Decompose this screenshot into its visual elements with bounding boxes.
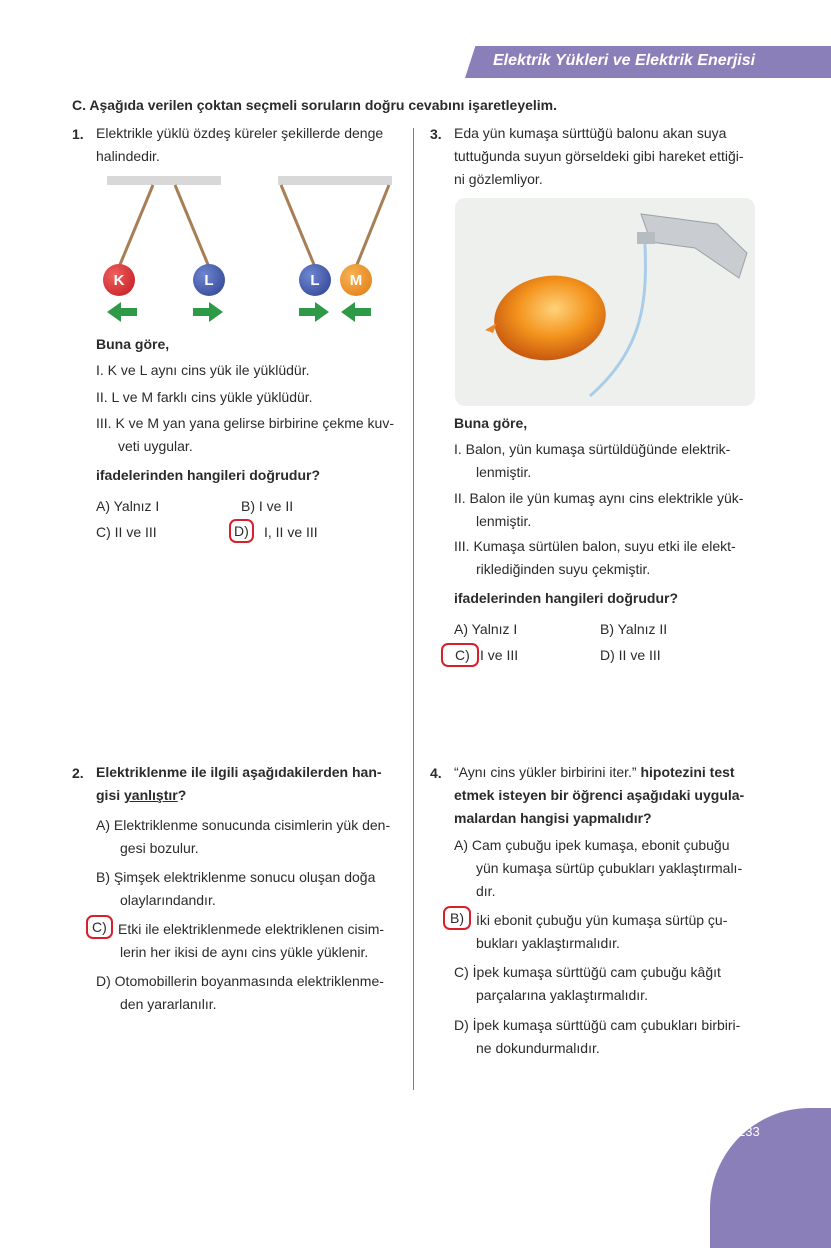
q4-option-a-cont: yün kumaşa sürtüp çubukları yaklaştırmalı- xyxy=(476,860,743,876)
page-number-tab xyxy=(710,1108,831,1248)
q1-support-right xyxy=(278,176,392,185)
q2-option-c-cont: lerin her ikisi de aynı cins yükle yüklenir. xyxy=(120,944,369,960)
q2-option-c-marked[interactable]: C) xyxy=(86,915,113,939)
q3-intro: Buna göre, xyxy=(454,415,528,431)
q3-statement-3: III. Kumaşa sürtülen balon, suyu etki ile elekt- xyxy=(454,538,736,554)
q3-statement-1: I. Balon, yün kumaşa sürtüldüğünde elektrik- xyxy=(454,441,731,457)
section-title: C. Aşağıda verilen çoktan seçmeli soruların doğru cevabını işaretleyelim. xyxy=(72,97,558,113)
q3-statement-2: II. Balon ile yün kumaş aynı cins elektrikle yük- xyxy=(454,490,744,506)
arrow-right-icon xyxy=(299,302,329,322)
q1-option-d-text: I, II ve III xyxy=(264,524,318,540)
q4-option-b-cont: bukları yaklaştırmalıdır. xyxy=(476,935,620,951)
q3-text-line1: Eda yün kumaşa sürttüğü balonu akan suya xyxy=(454,125,727,141)
ball-l-2: L xyxy=(299,264,331,296)
q1-string-k xyxy=(119,185,153,267)
header-title: Elektrik Yükleri ve Elektrik Enerjisi xyxy=(493,52,756,69)
q1-string-l2 xyxy=(281,185,315,267)
q1-text: Elektrikle yüklü özdeş küreler şekillerde denge halindedir. xyxy=(96,125,384,164)
q3-question: ifadelerinden hangileri doğrudur? xyxy=(454,590,679,606)
q1-statement-1: I. K ve L aynı cins yük ile yüklüdür. xyxy=(96,362,310,378)
q3-option-c-text: I ve III xyxy=(480,647,519,663)
q3-number: 3. xyxy=(430,126,442,142)
q2-question-mark: ? xyxy=(177,787,187,803)
q2-option-c-text: Etki ile elektriklenmede elektriklenen cisim- xyxy=(118,921,385,937)
q4-quote: “Aynı cins yükler birbirini iter.” xyxy=(454,764,641,780)
q3-statement-3-cont: riklediğinden suyu çekmiştir. xyxy=(476,561,651,577)
ball-k: K xyxy=(103,264,135,296)
q1-option-a[interactable]: A) Yalnız I xyxy=(96,498,160,514)
q3-text-line2: tuttuğunda suyun görseldeki gibi hareket ettiği- xyxy=(454,148,744,164)
q1-number: 1. xyxy=(72,126,84,142)
q4-option-a-cont2: dır. xyxy=(476,883,496,899)
q2-text-line1: Elektriklenme ile ilgili aşağıdakilerden han- xyxy=(96,764,382,780)
q2-option-a-cont: gesi bozulur. xyxy=(120,840,199,856)
q3-balloon-water-image xyxy=(455,198,755,406)
q4-option-d[interactable]: D) İpek kumaşa sürttüğü cam çubukları birbiri- xyxy=(454,1017,741,1033)
q4-text-line1-bold: hipotezini test xyxy=(640,764,735,780)
q4-number: 4. xyxy=(430,765,442,781)
arrow-left-icon xyxy=(341,302,371,322)
q3-statement-2-cont: lenmiştir. xyxy=(476,513,532,529)
q1-pendulum-figure xyxy=(95,172,405,327)
ball-m: M xyxy=(340,264,372,296)
q1-option-b[interactable]: B) I ve II xyxy=(241,498,294,514)
q1-statement-3-cont: veti uygular. xyxy=(118,438,193,454)
q3-statement-1-cont: lenmiştir. xyxy=(476,464,532,480)
q2-option-d[interactable]: D) Otomobillerin boyanmasında elektriklenme- xyxy=(96,973,384,989)
q2-number: 2. xyxy=(72,765,84,781)
q1-intro: Buna göre, xyxy=(96,336,170,352)
q1-string-m xyxy=(356,185,389,267)
q1-statement-2: II. L ve M farklı cins yükle yüklüdür. xyxy=(96,389,313,405)
page-number: 233 xyxy=(738,1124,760,1139)
q4-option-d-cont: ne dokundurmalıdır. xyxy=(476,1040,600,1056)
q4-text-line1 xyxy=(454,761,735,784)
q1-option-d-marked[interactable]: D) xyxy=(229,519,254,543)
q1-string-l1 xyxy=(175,185,209,267)
column-divider xyxy=(413,128,414,1090)
q2-option-a[interactable]: A) Elektriklenme sonucunda cisimlerin yük den- xyxy=(96,817,391,833)
q3-text-line3: ni gözlemliyor. xyxy=(454,171,543,187)
q1-support-left xyxy=(107,176,221,185)
q3-option-a[interactable]: A) Yalnız I xyxy=(454,621,518,637)
q2-text-line2 xyxy=(96,784,186,807)
arrow-right-icon xyxy=(193,302,223,322)
q2-option-b-cont: olaylarındandır. xyxy=(120,892,216,908)
q4-text-line2: etmek isteyen bir öğrenci aşağıdaki uygula- xyxy=(454,787,745,803)
q2-text-line2-start: gisi xyxy=(96,787,125,803)
q4-option-b-marked[interactable]: B) xyxy=(443,906,471,930)
q4-option-a[interactable]: A) Cam çubuğu ipek kumaşa, ebonit çubuğu xyxy=(454,837,730,853)
q2-keyword: yanlıştır xyxy=(124,787,178,803)
q1-statement-3: III. K ve M yan yana gelirse birbirine çekme kuv- xyxy=(96,415,395,431)
q1-question: ifadelerinden hangileri doğrudur? xyxy=(96,467,321,483)
ball-l-1: L xyxy=(193,264,225,296)
arrow-left-icon xyxy=(107,302,137,322)
q4-option-b-text: İki ebonit çubuğu yün kumaşa sürtüp çu- xyxy=(476,912,728,928)
q4-text-line3: malardan hangisi yapmalıdır? xyxy=(454,810,652,826)
q4-option-c-cont: parçalarına yaklaştırmalıdır. xyxy=(476,987,648,1003)
q4-option-c[interactable]: C) İpek kumaşa sürttüğü cam çubuğu kâğıt xyxy=(454,964,721,980)
q1-option-c[interactable]: C) II ve III xyxy=(96,524,157,540)
q3-option-b[interactable]: B) Yalnız II xyxy=(600,621,668,637)
q3-option-c-marked[interactable]: C) xyxy=(441,643,479,667)
q3-option-d[interactable]: D) II ve III xyxy=(600,647,661,663)
q2-option-b[interactable]: B) Şimşek elektriklenme sonucu oluşan doğa xyxy=(96,869,376,885)
q2-option-d-cont: den yararlanılır. xyxy=(120,996,217,1012)
